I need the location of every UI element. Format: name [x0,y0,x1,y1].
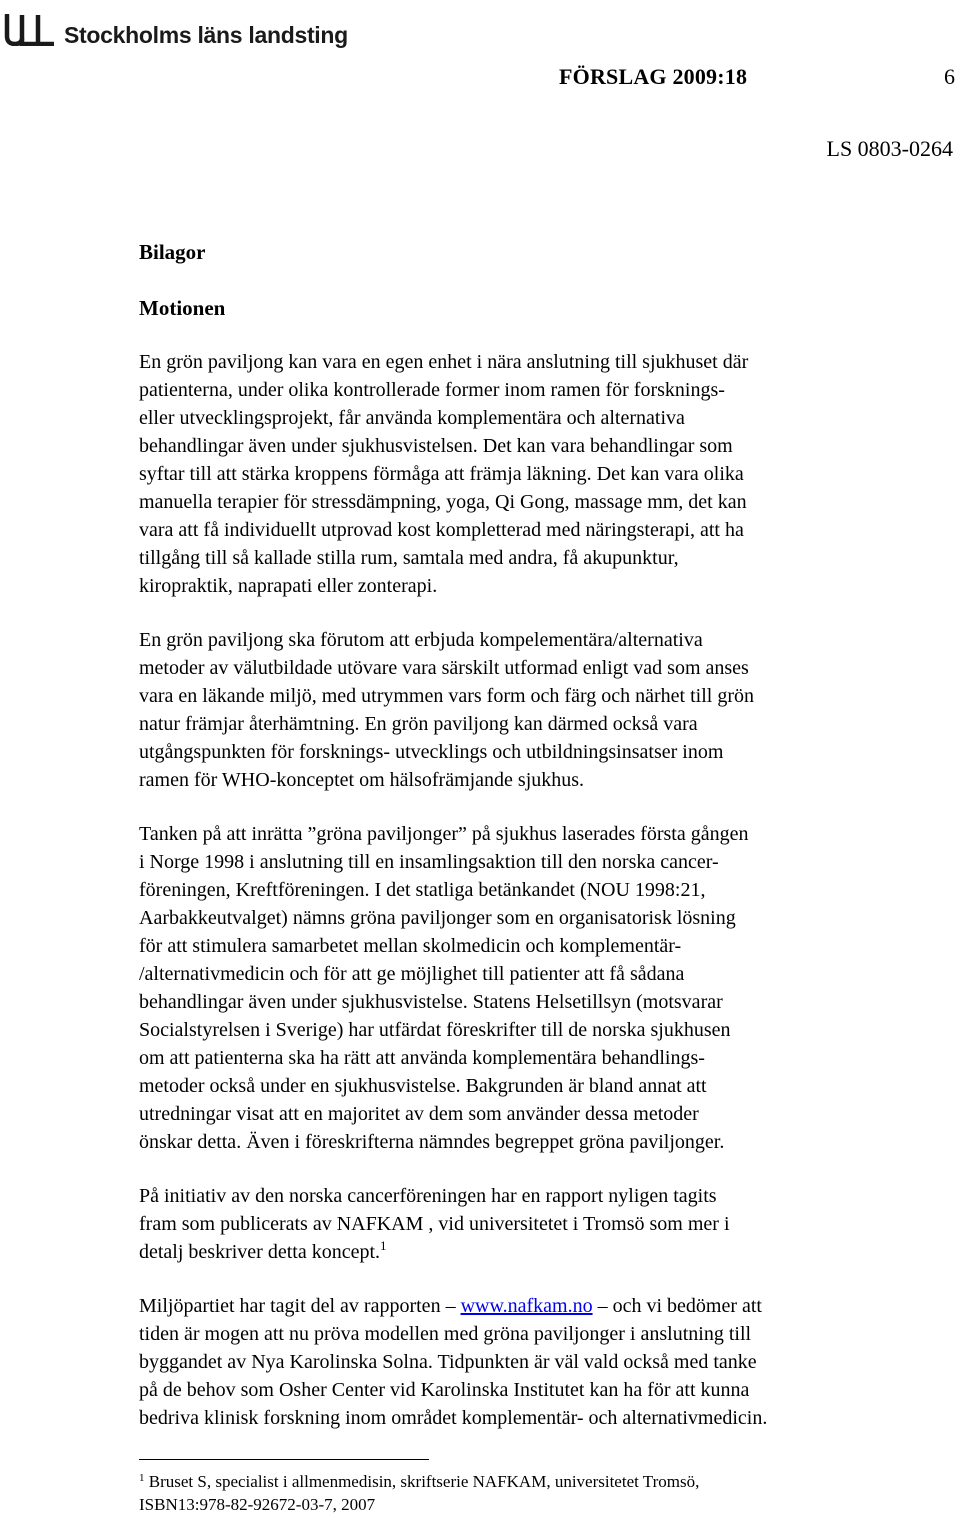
text-line: Tanken på att inrätta ”gröna paviljonger” på sjukhus laserades första gången [139,823,749,845]
paragraph-healing-environment [139,626,939,794]
footnote-separator [139,1459,429,1460]
text-line: önskar detta. Även i föreskrifterna nämndes begreppet gröna paviljonger. [139,1131,725,1153]
text-line: behandlingar även under sjukhusvistelsen. Det kan vara behandlingar som [139,435,733,457]
paragraph-norway-background [139,820,939,1156]
text-line: föreningen, Kreftföreningen. I det statliga betänkandet (NOU 1998:21, [139,879,706,901]
text-line: Socialstyrelsen i Sverige) har utfärdat föreskrifter till de norska sjukhusen [139,1019,731,1041]
text-line: vara att få individuellt utprovad kost kompletterad med näringsterapi, att ha [139,519,744,541]
heading-appendix: Bilagor [139,240,206,264]
footnote-reference[interactable]: 1 [380,1238,387,1253]
text-line: om att patienterna ska ha rätt att använda komplementära behandlings- [139,1047,705,1069]
text-line: ramen för WHO-konceptet om hälsofrämjande sjukhus. [139,769,585,791]
text-line: för att stimulera samarbetet mellan skolmedicin och komplementär- [139,935,682,957]
text-line: utgångspunkten för forsknings- utvecklings och utbildningsinsatser inom [139,741,724,763]
footnote-line [139,1470,699,1493]
paragraph-proposal [139,1292,939,1432]
footnote [139,1470,699,1516]
text-before-link: Miljöpartiet har tagit del av rapporten – [139,1295,461,1317]
text-line: manuella terapier för stressdämpning, yoga, Qi Gong, massage mm, det kan [139,491,747,513]
text-line-content: detalj beskriver detta koncept. [139,1241,381,1263]
page-number: 6 [944,64,955,89]
document-body [139,238,939,1458]
text-line: natur främjar återhämtning. En grön paviljong kan därmed också vara [139,713,698,735]
text-line: på de behov som Osher Center vid Karolinska Institutet kan ha för att kunna [139,1379,750,1401]
text-line: En grön paviljong ska förutom att erbjuda kompelementära/alternativa [139,629,703,651]
reference-number: LS 0803-0264 [826,136,953,161]
text-line: Aarbakkeutvalget) nämns gröna paviljonger som en organisatorisk lösning [139,907,736,929]
text-line: En grön paviljong kan vara en egen enhet i nära anslutning till sjukhuset där [139,351,749,373]
organization-logo [4,10,348,49]
text-line: vara en läkande miljö, med utrymmen vars form och färg och närhet till grön [139,685,754,707]
heading-motion: Motionen [139,296,226,320]
text-line [139,1292,939,1320]
text-line: /alternativmedicin och för att ge möjlighet till patienter att få sådana [139,963,685,985]
text-line: bedriva klinisk forskning inom området komplementär- och alternativmedicin. [139,1407,768,1429]
text-line: fram som publicerats av NAFKAM , vid universitetet i Tromsö som mer i [139,1213,730,1235]
footnote-text: Bruset S, specialist i allmenmedisin, skriftserie NAFKAM, universitetet Tromsö, [144,1472,700,1491]
text-line: På initiativ av den norska cancerföreningen har en rapport nyligen tagits [139,1185,717,1207]
text-line: metoder av välutbildade utövare vara särskilt utformad enligt vad som anses [139,657,749,679]
nafkam-link[interactable]: www.nafkam.no [460,1295,593,1317]
text-line [139,1238,939,1266]
logo-text: Stockholms läns landsting [64,22,348,48]
text-line: kiropraktik, naprapati eller zonterapi. [139,575,438,597]
paragraph-green-pavilion [139,348,939,600]
text-line: patienterna, under olika kontrollerade former inom ramen för forsknings- [139,379,725,401]
sll-logo-icon [4,14,56,46]
text-line: syftar till att stärka kroppens förmåga att främja läkning. Det kan vara olika [139,463,744,485]
text-line: i Norge 1998 i anslutning till en insamlingsaktion till den norska cancer- [139,851,719,873]
text-after-link: – och vi bedömer att [592,1295,762,1317]
paragraph-nafkam-report [139,1182,939,1266]
text-line: behandlingar även under sjukhusvistelse. Statens Helsetillsyn (motsvarar [139,991,723,1013]
document-id: FÖRSLAG 2009:18 [559,64,748,89]
text-line: eller utvecklingsprojekt, får använda komplementära och alternativa [139,407,685,429]
text-line: byggandet av Nya Karolinska Solna. Tidpunkten är väl vald också med tanke [139,1351,757,1373]
text-line: utredningar visat att en majoritet av dem som använder dessa metoder [139,1103,699,1125]
footnote-line: ISBN13:978-82-92672-03-7, 2007 [139,1495,376,1514]
text-line: metoder också under en sjukhusvistelse. Bakgrunden är bland annat att [139,1075,707,1097]
footnote-marker: 1 [139,1472,145,1484]
text-line: tiden är mogen att nu pröva modellen med gröna paviljonger i anslutning till [139,1323,752,1345]
text-line: tillgång till så kallade stilla rum, samtala med andra, få akupunktur, [139,547,679,569]
